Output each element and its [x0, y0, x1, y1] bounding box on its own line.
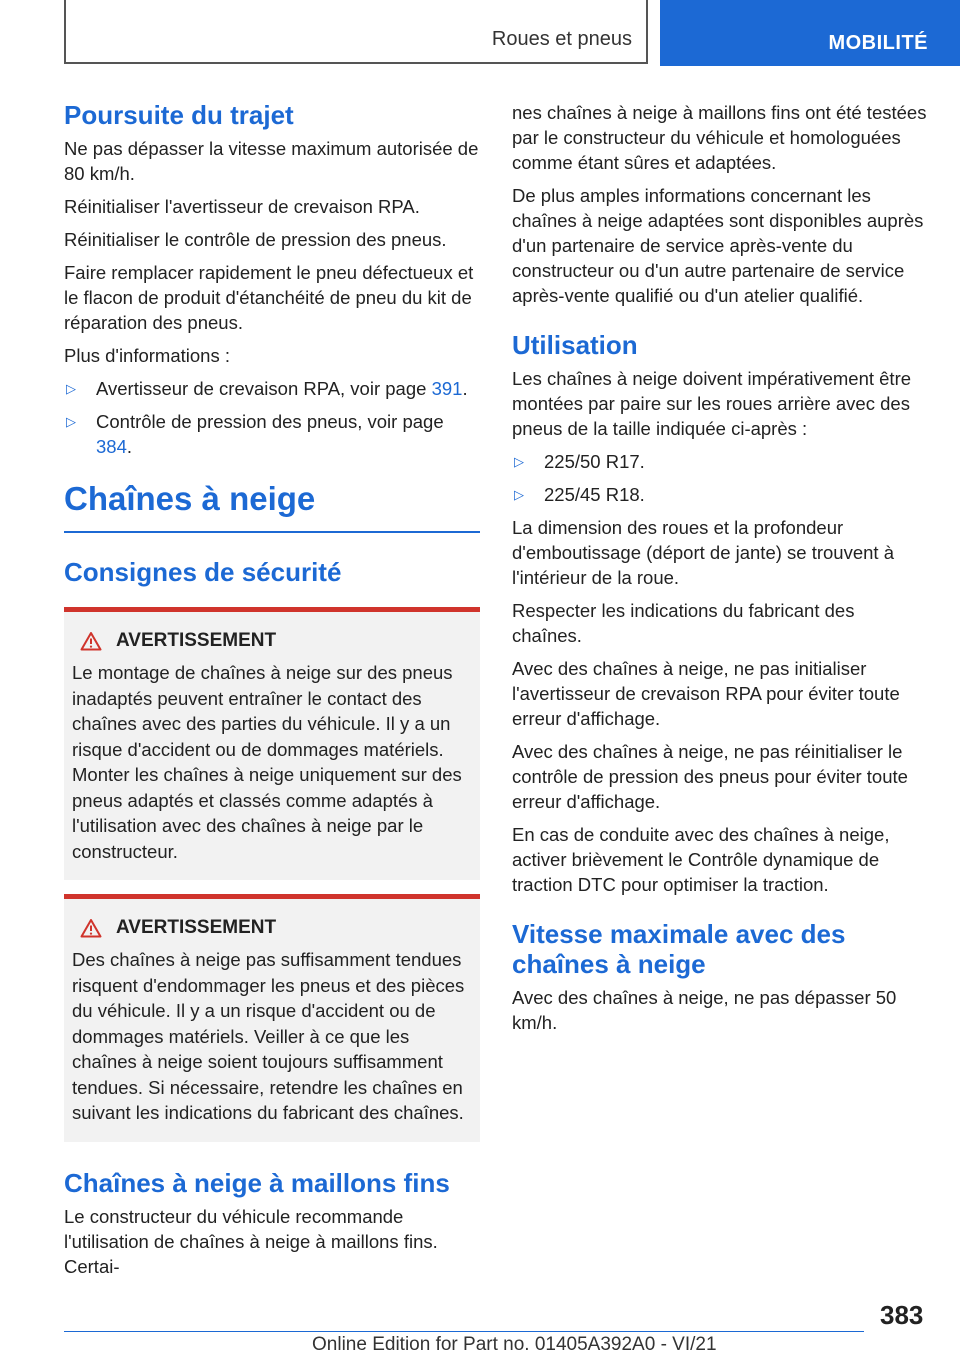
paragraph: La dimension des roues et la profondeur d'emboutissage (déport de jante) se trouvent à l'intérieur de la roue. [512, 517, 894, 588]
list-item: ▷ 225/50 R17. [514, 451, 645, 472]
warning-title: AVERTISSEMENT [116, 917, 277, 938]
triangle-right-icon: ▷ [514, 487, 524, 502]
warning-triangle-icon [80, 918, 102, 938]
usage-heading: Utilisation [512, 330, 638, 360]
edition-info: Online Edition for Part no. 01405A392A0 - VI/21 [312, 1334, 717, 1355]
warning-text: Des chaînes à neige pas suffisamment tendues risquent d'endommager les pneus et des pièces du véhicule. Il y a un risque d'accident ou de dommages matériels. Veiller à ce que les chaînes à neige soient toujours suffisamment tendues. Si nécessaire, retendre les chaînes en suivant les indications du fabricant des chaînes. [72, 949, 465, 1123]
paragraph: Avec des chaînes à neige, ne pas dépasser 50 km/h. [512, 987, 897, 1033]
paragraph: Plus d'informations : [64, 345, 230, 366]
warning-triangle-icon [80, 631, 102, 651]
chains-heading: Chaînes à neige [64, 479, 480, 533]
paragraph: En cas de conduite avec des chaînes à neige, activer brièvement le Contrôle dynamique de traction DTC pour optimiser la traction. [512, 824, 890, 895]
left-column [64, 100, 480, 1287]
speed-heading: Vitesse maximale avec des chaînes à neige [512, 919, 846, 979]
header-section [64, 0, 648, 64]
page-link-384[interactable]: 384 [96, 436, 127, 457]
page-link-391[interactable]: 391 [431, 378, 463, 399]
paragraph: Avec des chaînes à neige, ne pas réinitialiser le contrôle de pression des pneus pour éviter toute erreur d'affichage. [512, 741, 908, 812]
right-column [512, 100, 928, 1043]
list-item: ▷ Avertisseur de crevaison RPA, voir page 391. [66, 378, 468, 399]
triangle-right-icon: ▷ [66, 414, 76, 429]
safety-heading: Consignes de sécurité [64, 557, 342, 587]
list-item: ▷ 225/45 R18. [514, 484, 645, 505]
triangle-right-icon: ▷ [66, 381, 76, 396]
header-section-label: Roues et pneus [491, 28, 632, 50]
triangle-right-icon: ▷ [514, 454, 524, 469]
paragraph: Avec des chaînes à neige, ne pas initialiser l'avertisseur de crevaison RPA pour éviter toute erreur d'affichage. [512, 658, 900, 729]
page-number: 383 [880, 1300, 924, 1330]
list-item: ▷ Contrôle de pression des pneus, voir page 384. [66, 411, 444, 457]
warning-title: AVERTISSEMENT [116, 630, 277, 651]
warning-box [64, 894, 480, 1142]
paragraph: Faire remplacer rapidement le pneu défectueux et le flacon de produit d'étanchéité de pneu du kit de réparation des pneus. [64, 262, 474, 333]
paragraph: Réinitialiser le contrôle de pression des pneus. [64, 229, 447, 250]
warning-text: Le montage de chaînes à neige sur des pneus inadaptés peuvent entraîner le contact des chaînes avec des parties du véhicule. Il y a un risque d'accident ou de dommages matériels. Monter les chaînes à neige uniquement sur des pneus adaptés et classés comme adaptés à l'utilisation avec des chaînes à neige par le constructeur. [72, 662, 462, 862]
paragraph: Respecter les indications du fabricant des chaînes. [512, 600, 855, 646]
poursuite-heading: Poursuite du trajet [64, 100, 294, 130]
paragraph: Le constructeur du véhicule recommande l'utilisation de chaînes à neige à maillons fins. Certai- [64, 1205, 438, 1277]
fine-chains-heading: Chaînes à neige à maillons fins [64, 1167, 450, 1198]
paragraph: Ne pas dépasser la vitesse maximum autorisée de 80 km/h. [64, 138, 479, 184]
header-chapter-label: MOBILITÉ [828, 32, 928, 54]
paragraph: Réinitialiser l'avertisseur de crevaison RPA. [64, 196, 420, 217]
warning-box [64, 607, 480, 880]
paragraph: De plus amples informations concernant les chaînes à neige adaptées sont disponibles auprès d'un partenaire de service après-vente du constructeur ou d'un autre partenaire de service après-vente qualifié ou d'un atelier qualifié. [512, 185, 924, 306]
paragraph: Les chaînes à neige doivent impérativement être montées par paire sur les roues arrière avec des pneus de la taille indiquée ci-après : [512, 368, 912, 439]
header-chapter-tab[interactable] [660, 0, 960, 66]
footer-divider [64, 1331, 864, 1332]
paragraph: nes chaînes à neige à maillons fins ont été testées par le constructeur du véhicule et homologuées comme étant sûres et adaptées. [512, 102, 927, 173]
